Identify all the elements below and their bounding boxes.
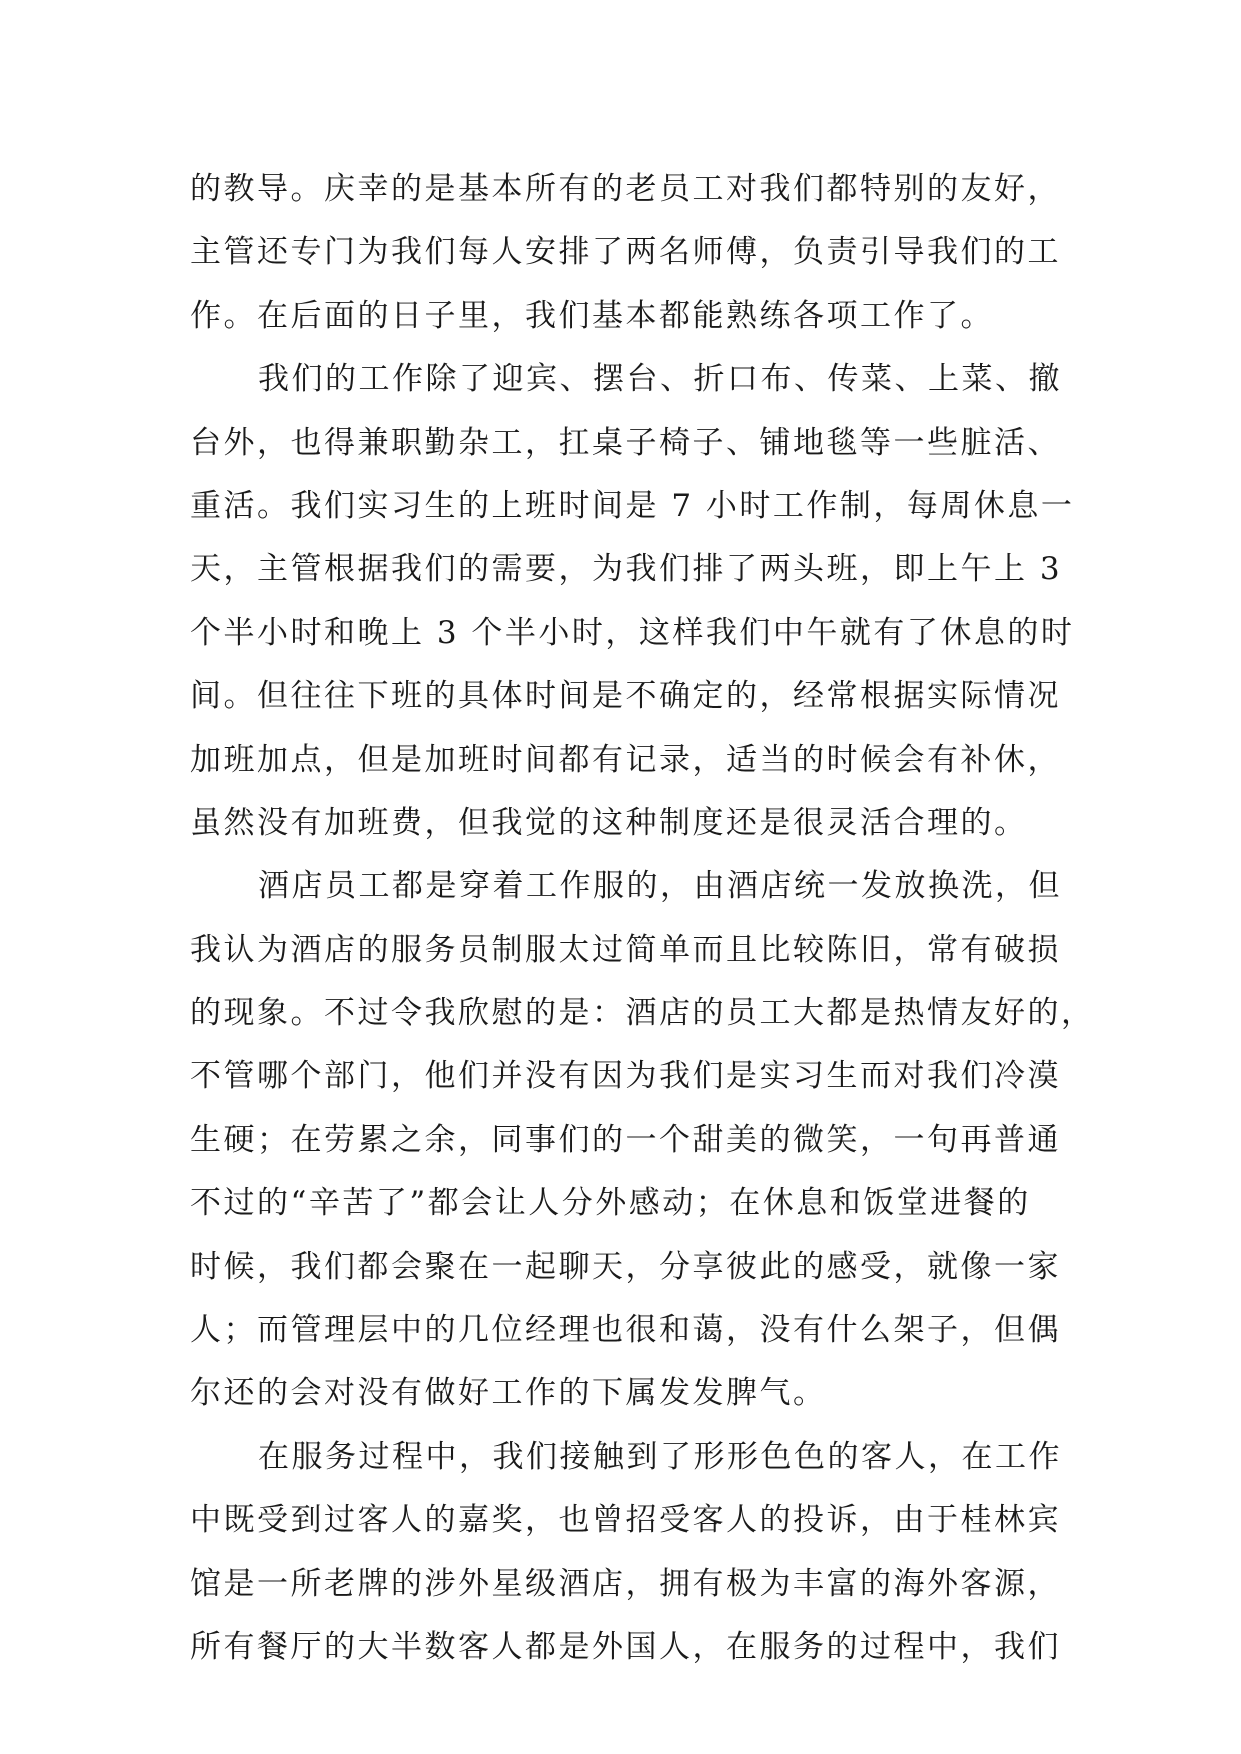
body-text [190, 158, 1095, 1679]
paragraph [190, 855, 1095, 1426]
text-line: 间。但往往下班的具体时间是不确定的，经常根据实际情况 [190, 678, 1061, 715]
text-line: 加班加点，但是加班时间都有记录，适当的时候会有补休， [190, 741, 1061, 778]
text-line: 不管哪个部门，他们并没有因为我们是实习生而对我们冷漠 [190, 1058, 1061, 1095]
text-line: 个半小时和晚上 3 个半小时，这样我们中午就有了休息的时 [190, 614, 1075, 651]
text-line: 台外，也得兼职勤杂工，扛桌子椅子、铺地毯等一些脏活、 [190, 424, 1061, 461]
text-line: 时候，我们都会聚在一起聊天，分享彼此的感受，就像一家 [190, 1248, 1061, 1285]
paragraph [190, 158, 1060, 348]
paragraph [190, 348, 1075, 855]
text-line: 主管还专门为我们每人安排了两名师傅，负责引导我们的工 [190, 234, 1061, 271]
text-line: 我认为酒店的服务员制服太过简单而且比较陈旧，常有破损 [190, 931, 1061, 968]
text-line: 虽然没有加班费，但我觉的这种制度还是很灵活合理的。 [190, 804, 1028, 841]
text-line: 中既受到过客人的嘉奖，也曾招受客人的投诉，由于桂林宾 [190, 1502, 1061, 1539]
text-line: 的现象。不过令我欣慰的是：酒店的员工大都是热情友好的， [190, 995, 1095, 1032]
paragraph [190, 1426, 1060, 1680]
text-line: 所有餐厅的大半数客人都是外国人，在服务的过程中，我们 [190, 1628, 1061, 1665]
text-line: 作。在后面的日子里，我们基本都能熟练各项工作了。 [190, 297, 994, 334]
text-line: 生硬；在劳累之余，同事们的一个甜美的微笑，一句再普通 [190, 1121, 1061, 1158]
text-line: 在服务过程中，我们接触到了形形色色的客人，在工作 [258, 1438, 1062, 1475]
text-line: 重活。我们实习生的上班时间是 7 小时工作制，每周休息一 [190, 487, 1075, 524]
text-line: 酒店员工都是穿着工作服的，由酒店统一发放换洗，但 [258, 868, 1062, 905]
text-line: 的教导。庆幸的是基本所有的老员工对我们都特别的友好， [190, 171, 1061, 207]
text-line: 馆是一所老牌的涉外星级酒店，拥有极为丰富的海外客源， [190, 1565, 1061, 1602]
text-line: 我们的工作除了迎宾、摆台、折口布、传菜、上菜、撤 [258, 361, 1062, 398]
text-line: 不过的“辛苦了”都会让人分外感动；在休息和饭堂进餐的 [190, 1185, 1031, 1222]
text-line: 人；而管理层中的几位经理也很和蔼，没有什么架子，但偶 [190, 1312, 1061, 1349]
text-line: 尔还的会对没有做好工作的下属发发脾气。 [190, 1375, 827, 1412]
text-line: 天，主管根据我们的需要，为我们排了两头班，即上午上 3 [190, 551, 1063, 588]
